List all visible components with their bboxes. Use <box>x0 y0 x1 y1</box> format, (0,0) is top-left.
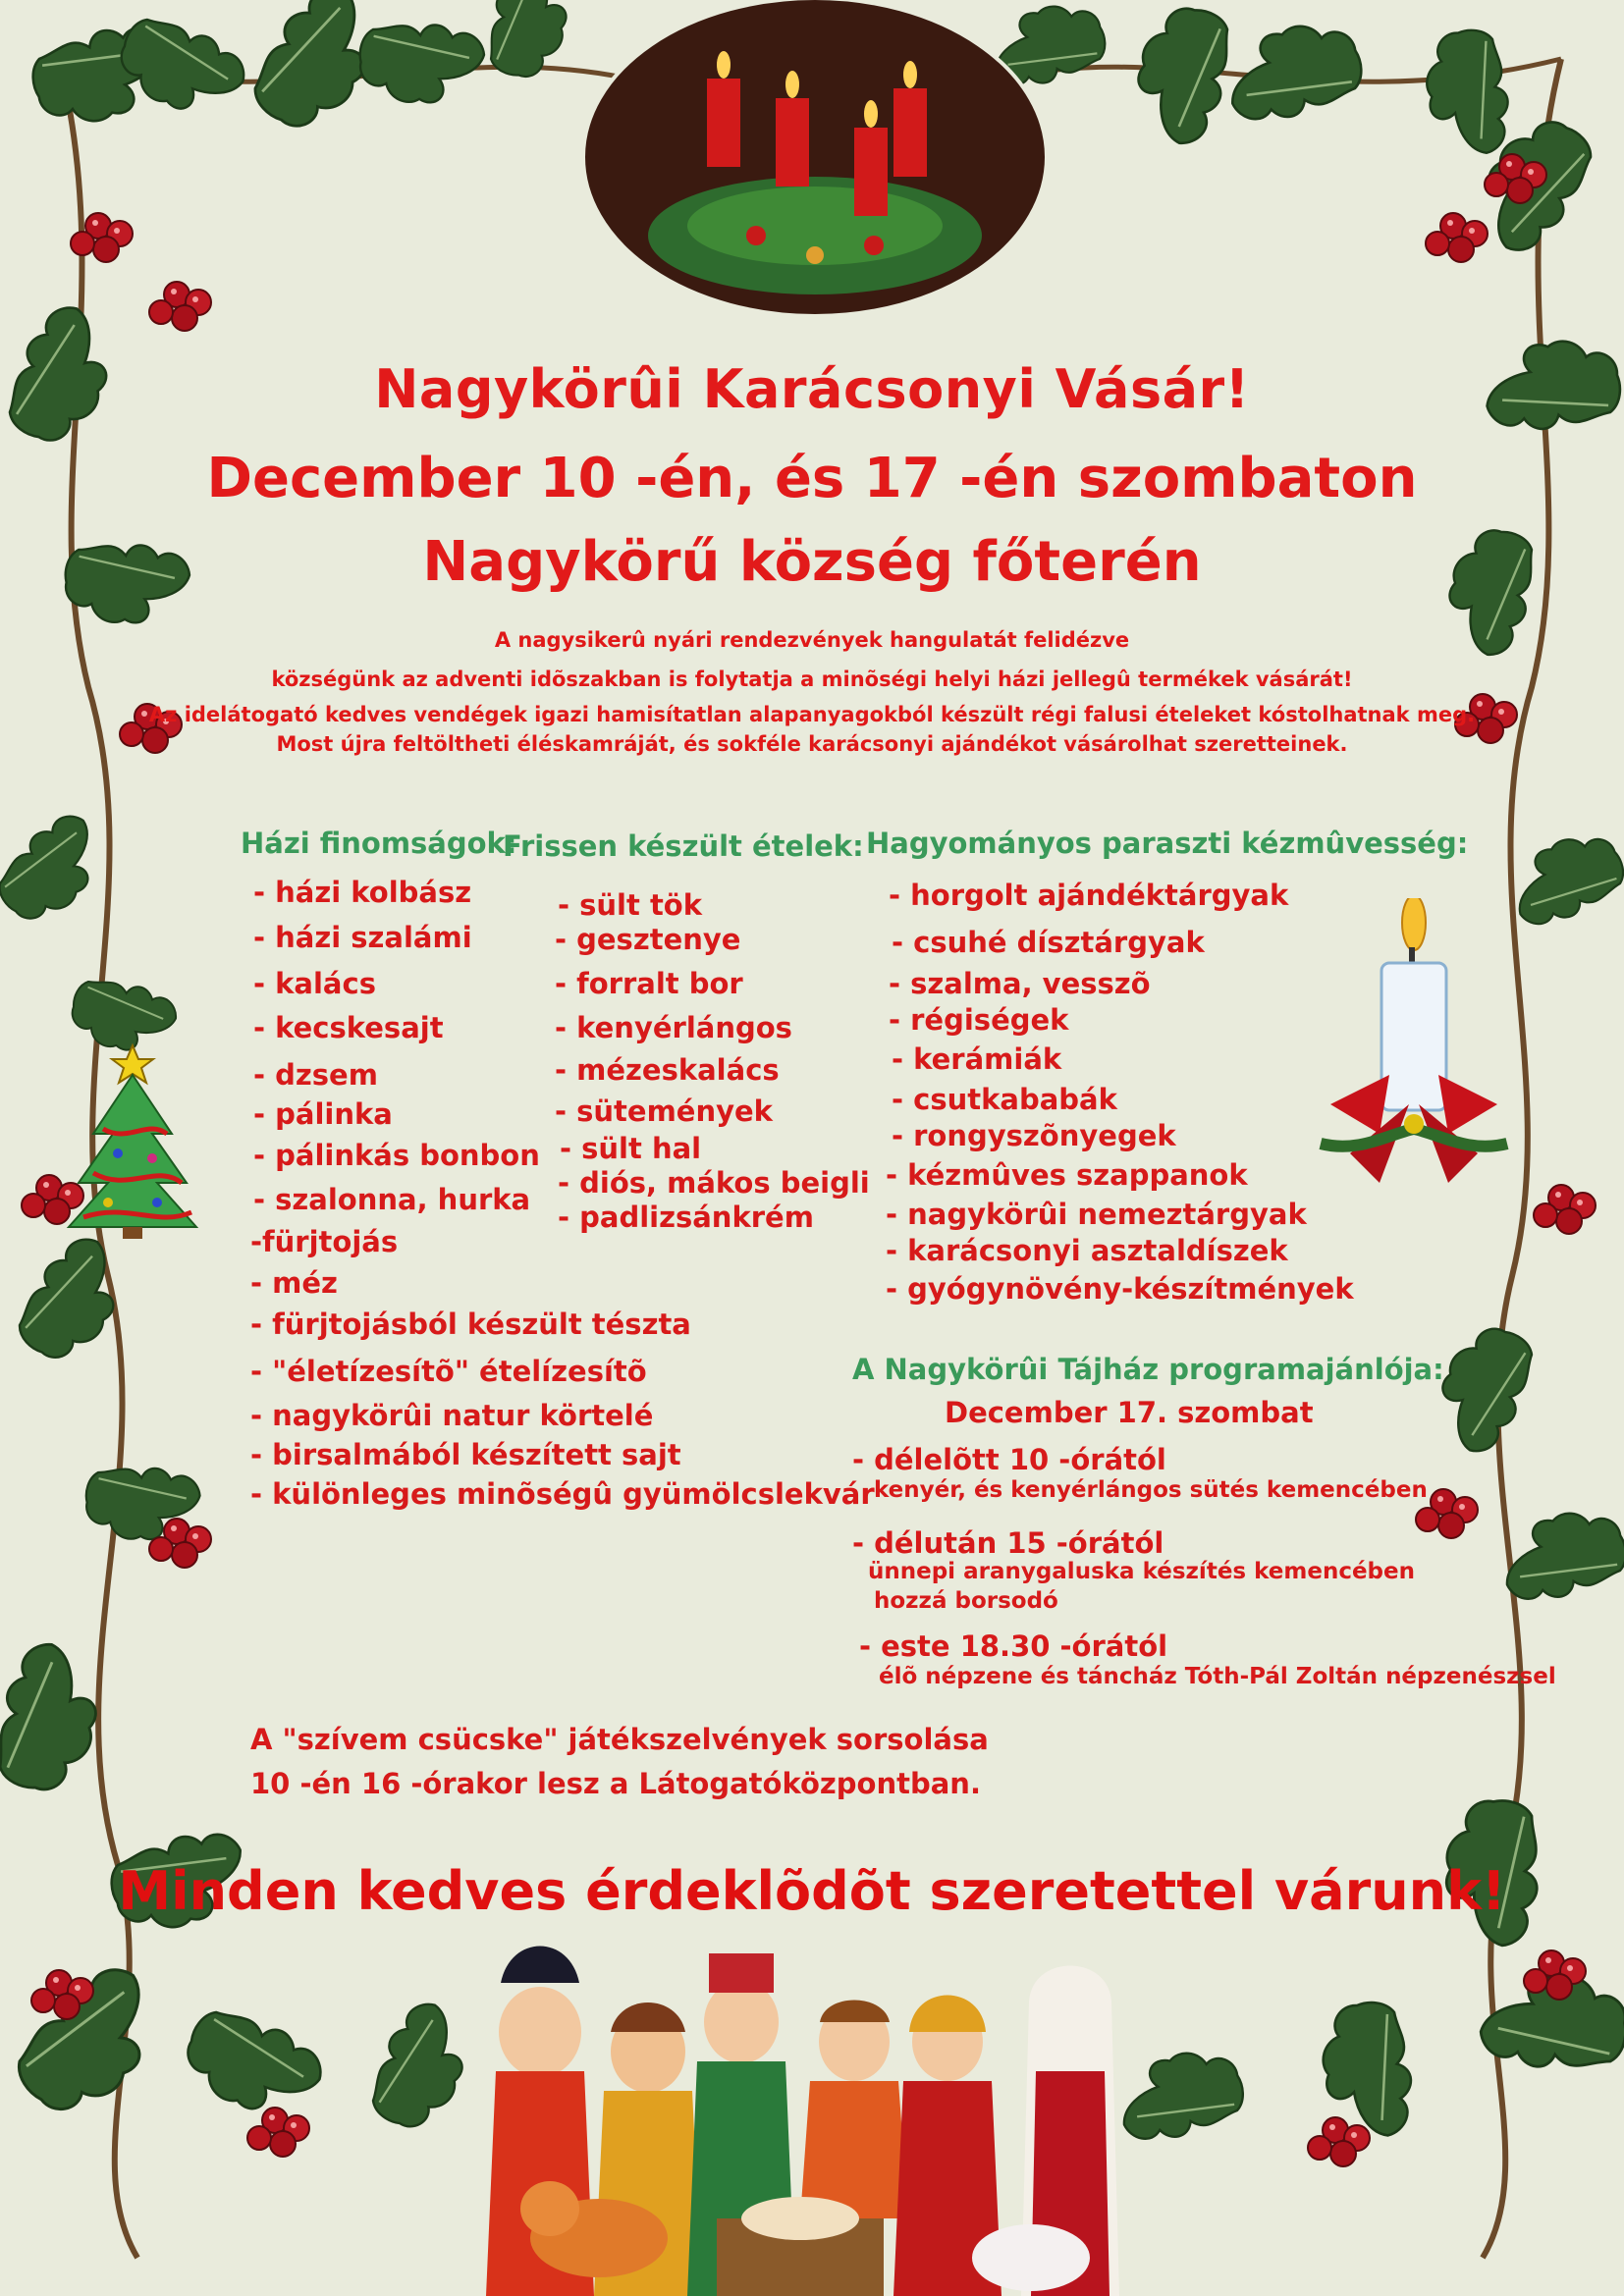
list-item: - pálinka <box>253 1097 393 1131</box>
intro-line: községünk az adventi idõszakban is folytatja a minõségi helyi házi jellegû termékek vásárát! <box>271 667 1353 691</box>
nativity-figurines-image <box>481 1924 1149 2296</box>
list-item: - dzsem <box>253 1058 378 1092</box>
list-item: - sült tök <box>558 888 703 922</box>
list-item: - kerámiák <box>892 1042 1062 1076</box>
list-item: - nagykörûi natur körtelé <box>250 1399 654 1432</box>
col2-heading: Frissen készült ételek: <box>503 829 864 863</box>
list-item: - diós, mákos beigli <box>558 1166 870 1200</box>
program-time: - este 18.30 -órától <box>859 1629 1168 1663</box>
intro-line: Most újra feltöltheti éléskamráját, és sokféle karácsonyi ajándékot vásárolhat szeretteinek. <box>276 732 1348 756</box>
list-item: - fürjtojásból készült tészta <box>250 1308 691 1341</box>
list-item: - házi szalámi <box>253 921 472 954</box>
list-item: - sült hal <box>560 1132 702 1165</box>
list-item: - házi kolbász <box>253 876 472 909</box>
date-line: December 10 -én, és 17 -én szombaton <box>206 447 1418 510</box>
list-item: - csutkababák <box>892 1083 1117 1116</box>
list-item: - régiségek <box>889 1003 1069 1037</box>
list-item: - "életízesítõ" ételízesítõ <box>250 1355 647 1388</box>
list-item: - szalonna, hurka <box>253 1183 531 1216</box>
program-heading: A Nagykörûi Tájház programajánlója: <box>852 1353 1444 1386</box>
list-item: - rongyszõnyegek <box>892 1119 1176 1152</box>
program-desc: kenyér, és kenyérlángos sütés kemencében <box>874 1477 1428 1503</box>
program-desc: hozzá borsodó <box>874 1588 1058 1614</box>
raffle-line: A "szívem csücske" játékszelvények sorsolása <box>250 1723 989 1756</box>
list-item: - gyógynövény-készítmények <box>886 1272 1354 1306</box>
program-date: December 17. szombat <box>945 1396 1314 1429</box>
program-desc: ünnepi aranygaluska készítés kemencében <box>868 1559 1415 1584</box>
list-item: - kézmûves szappanok <box>886 1158 1248 1192</box>
closing-message: Minden kedves érdeklõdõt szeretettel várunk! <box>118 1860 1506 1922</box>
program-time: - délután 15 -órától <box>852 1526 1164 1560</box>
list-item: -fürjtojás <box>250 1225 399 1258</box>
raffle-line: 10 -én 16 -órakor lesz a Látogatóközpontban. <box>250 1767 981 1800</box>
list-item: - kenyérlángos <box>555 1011 792 1044</box>
list-item: - forralt bor <box>555 967 743 1000</box>
list-item: - szalma, vesszõ <box>889 967 1151 1000</box>
list-item: - padlizsánkrém <box>558 1201 814 1234</box>
list-item: - mézeskalács <box>555 1053 780 1087</box>
intro-line: A nagysikerû nyári rendezvények hangulatát felidézve <box>494 628 1130 652</box>
list-item: - kecskesajt <box>253 1011 444 1044</box>
place-line: Nagykörű község főterén <box>422 530 1202 594</box>
list-item: - pálinkás bonbon <box>253 1139 540 1172</box>
list-item: - karácsonyi asztaldíszek <box>886 1234 1288 1267</box>
candle-poinsettia-icon <box>1311 898 1517 1193</box>
program-time: - délelõtt 10 -órától <box>852 1443 1166 1476</box>
list-item: - birsalmából készített sajt <box>250 1438 681 1471</box>
intro-line: Az idelátogató kedves vendégek igazi hamisítatlan alapanyagokból készült régi falusi ételeket kóstolhatnak meg. <box>148 703 1476 726</box>
advent-wreath-image <box>579 0 1051 324</box>
christmas-tree-icon <box>59 1036 206 1242</box>
list-item: - csuhé dísztárgyak <box>892 926 1205 959</box>
col1-heading: Házi finomságok: <box>241 827 517 860</box>
list-item: - horgolt ajándéktárgyak <box>889 879 1289 912</box>
list-item: - különleges minõségû gyümölcslekvár <box>250 1477 875 1511</box>
list-item: - sütemények <box>555 1095 773 1128</box>
col3-heading: Hagyományos paraszti kézmûvesség: <box>866 827 1469 860</box>
list-item: - méz <box>250 1266 338 1300</box>
list-item: - kalács <box>253 967 376 1000</box>
program-desc: élõ népzene és táncház Tóth-Pál Zoltán népzenészsel <box>879 1664 1556 1689</box>
poster-title: Nagykörûi Karácsonyi Vásár! <box>374 358 1250 420</box>
list-item: - gesztenye <box>555 923 741 956</box>
list-item: - nagykörûi nemeztárgyak <box>886 1198 1307 1231</box>
